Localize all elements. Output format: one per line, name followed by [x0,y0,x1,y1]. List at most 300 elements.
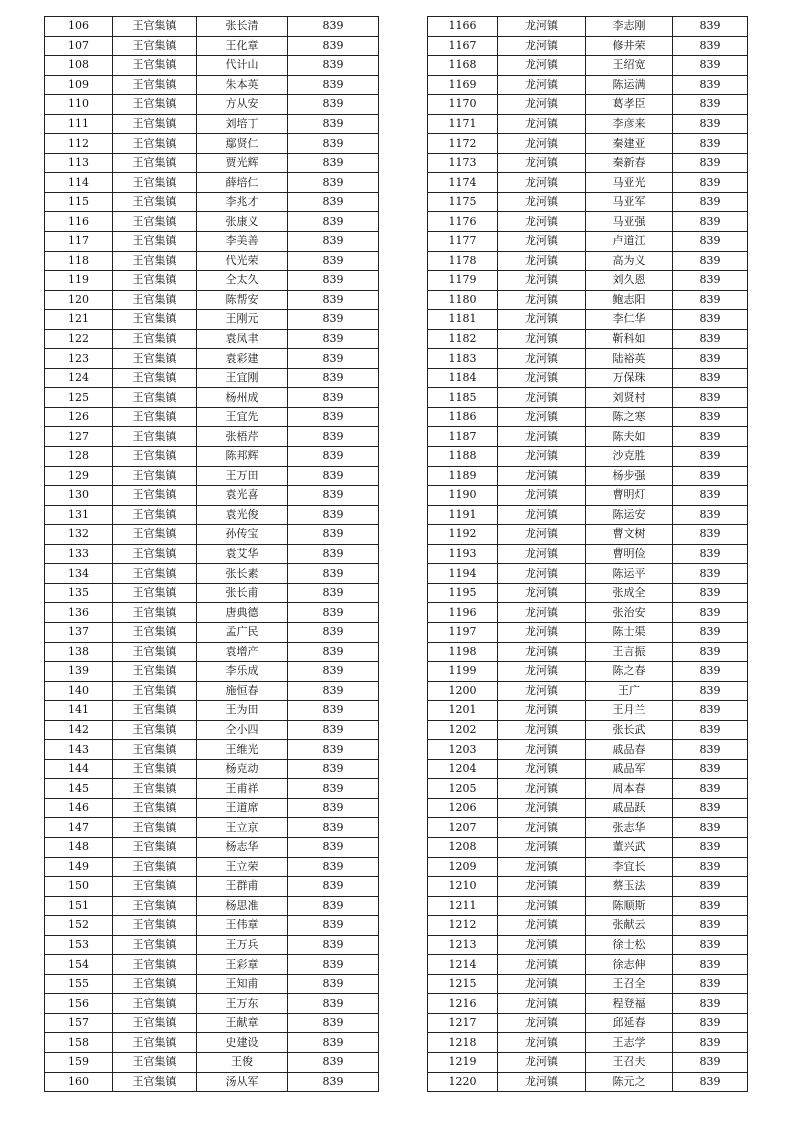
serial-number-cell: 119 [45,271,113,291]
table-row [428,56,748,76]
name-cell: 代光荣 [197,251,288,271]
name-cell: 王万田 [197,466,288,486]
name-cell: 陆裕英 [586,349,673,369]
table-row [428,974,748,994]
serial-number-cell: 1216 [428,994,498,1014]
serial-number-cell: 126 [45,407,113,427]
table-row [428,525,748,545]
name-cell: 施恒春 [197,681,288,701]
table-row [428,622,748,642]
table-row [428,1052,748,1072]
town-cell: 王官集镇 [113,701,197,721]
serial-number-cell: 145 [45,779,113,799]
name-cell: 陈元之 [586,1072,673,1092]
town-cell: 王官集镇 [113,1072,197,1092]
name-cell: 徐士松 [586,935,673,955]
name-cell: 曹明俭 [586,544,673,564]
amount-cell: 839 [673,642,748,662]
name-cell: 王广 [586,681,673,701]
town-cell: 王官集镇 [113,974,197,994]
table-row [428,935,748,955]
table-row [428,740,748,760]
table-row [428,212,748,232]
town-cell: 王官集镇 [113,134,197,154]
town-cell: 龙河镇 [498,818,586,838]
town-cell: 王官集镇 [113,1052,197,1072]
name-cell: 朱本英 [197,75,288,95]
amount-cell: 839 [673,56,748,76]
amount-cell: 839 [673,251,748,271]
amount-cell: 839 [673,271,748,291]
serial-number-cell: 1184 [428,368,498,388]
town-cell: 王官集镇 [113,17,197,37]
town-cell: 王官集镇 [113,740,197,760]
table-row [45,701,379,721]
table-row [45,56,379,76]
amount-cell: 839 [673,759,748,779]
serial-number-cell: 1187 [428,427,498,447]
serial-number-cell: 111 [45,114,113,134]
serial-number-cell: 1194 [428,564,498,584]
serial-number-cell: 122 [45,329,113,349]
amount-cell: 839 [673,544,748,564]
name-cell: 陈运满 [586,75,673,95]
amount-cell: 839 [288,17,379,37]
table-row [428,798,748,818]
serial-number-cell: 152 [45,916,113,936]
serial-number-cell: 120 [45,290,113,310]
serial-number-cell: 142 [45,720,113,740]
name-cell: 马亚强 [586,212,673,232]
table-row [45,427,379,447]
serial-number-cell: 1171 [428,114,498,134]
name-cell: 王献章 [197,1013,288,1033]
serial-number-cell: 155 [45,974,113,994]
amount-cell: 839 [673,837,748,857]
name-cell: 王甫祥 [197,779,288,799]
amount-cell: 839 [673,212,748,232]
amount-cell: 839 [288,192,379,212]
amount-cell: 839 [673,935,748,955]
serial-number-cell: 140 [45,681,113,701]
table-row [45,525,379,545]
amount-cell: 839 [673,1013,748,1033]
town-cell: 龙河镇 [498,877,586,897]
table-row [428,251,748,271]
town-cell: 王官集镇 [113,544,197,564]
table-row [428,427,748,447]
town-cell: 王官集镇 [113,1033,197,1053]
amount-cell: 839 [288,486,379,506]
serial-number-cell: 121 [45,310,113,330]
town-cell: 龙河镇 [498,232,586,252]
town-cell: 王官集镇 [113,505,197,525]
amount-cell: 839 [288,1052,379,1072]
town-cell: 王官集镇 [113,56,197,76]
town-cell: 龙河镇 [498,212,586,232]
table-row [45,232,379,252]
town-cell: 龙河镇 [498,1033,586,1053]
name-cell: 卢道江 [586,232,673,252]
name-cell: 张志华 [586,818,673,838]
name-cell: 陈士渠 [586,622,673,642]
table-row [428,955,748,975]
serial-number-cell: 1196 [428,603,498,623]
table-row [428,36,748,56]
town-cell: 龙河镇 [498,447,586,467]
town-cell: 龙河镇 [498,1013,586,1033]
name-cell: 王立荣 [197,857,288,877]
table-row [45,564,379,584]
name-cell: 李志刚 [586,17,673,37]
name-cell: 袁艾华 [197,544,288,564]
name-cell: 张梧芹 [197,427,288,447]
town-cell: 王官集镇 [113,251,197,271]
name-cell: 陈夫如 [586,427,673,447]
town-cell: 王官集镇 [113,798,197,818]
serial-number-cell: 136 [45,603,113,623]
amount-cell: 839 [673,192,748,212]
table-row [428,388,748,408]
name-cell: 李仁华 [586,310,673,330]
name-cell: 刘培丁 [197,114,288,134]
table-row [45,310,379,330]
name-cell: 贾光辉 [197,153,288,173]
amount-cell: 839 [288,857,379,877]
serial-number-cell: 1212 [428,916,498,936]
town-cell: 王官集镇 [113,192,197,212]
serial-number-cell: 1219 [428,1052,498,1072]
table-row [45,935,379,955]
town-cell: 王官集镇 [113,837,197,857]
amount-cell: 839 [288,232,379,252]
amount-cell: 839 [288,212,379,232]
serial-number-cell: 125 [45,388,113,408]
town-cell: 龙河镇 [498,427,586,447]
table-row [428,1072,748,1092]
amount-cell: 839 [288,935,379,955]
amount-cell: 839 [673,955,748,975]
town-cell: 王官集镇 [113,564,197,584]
table-row [428,310,748,330]
table-row [45,896,379,916]
town-cell: 王官集镇 [113,271,197,291]
town-cell: 龙河镇 [498,251,586,271]
name-cell: 袁光俊 [197,505,288,525]
amount-cell: 839 [673,310,748,330]
table-row [428,95,748,115]
serial-number-cell: 1174 [428,173,498,193]
table-row [428,583,748,603]
town-cell: 王官集镇 [113,603,197,623]
town-cell: 龙河镇 [498,153,586,173]
serial-number-cell: 1197 [428,622,498,642]
town-cell: 王官集镇 [113,622,197,642]
amount-cell: 839 [673,505,748,525]
town-cell: 龙河镇 [498,466,586,486]
serial-number-cell: 1185 [428,388,498,408]
name-cell: 唐典德 [197,603,288,623]
name-cell: 代计山 [197,56,288,76]
table-row [428,1033,748,1053]
amount-cell: 839 [288,994,379,1014]
serial-number-cell: 1186 [428,407,498,427]
name-cell: 仝小四 [197,720,288,740]
name-cell: 戚品春 [586,740,673,760]
name-cell: 马亚军 [586,192,673,212]
table-row [45,134,379,154]
amount-cell: 839 [288,505,379,525]
table-row [45,1033,379,1053]
name-cell: 刘久恩 [586,271,673,291]
town-cell: 王官集镇 [113,818,197,838]
name-cell: 张献云 [586,916,673,936]
serial-number-cell: 110 [45,95,113,115]
amount-cell: 839 [288,662,379,682]
town-cell: 龙河镇 [498,759,586,779]
serial-number-cell: 150 [45,877,113,897]
serial-number-cell: 1191 [428,505,498,525]
amount-cell: 839 [673,740,748,760]
amount-cell: 839 [288,740,379,760]
serial-number-cell: 158 [45,1033,113,1053]
serial-number-cell: 153 [45,935,113,955]
town-cell: 王官集镇 [113,779,197,799]
name-cell: 李美善 [197,232,288,252]
town-cell: 龙河镇 [498,935,586,955]
serial-number-cell: 1213 [428,935,498,955]
serial-number-cell: 1193 [428,544,498,564]
town-cell: 龙河镇 [498,681,586,701]
town-cell: 王官集镇 [113,95,197,115]
table-row [45,271,379,291]
table-row [45,974,379,994]
serial-number-cell: 1181 [428,310,498,330]
table-row [428,447,748,467]
amount-cell: 839 [288,349,379,369]
serial-number-cell: 118 [45,251,113,271]
town-cell: 龙河镇 [498,857,586,877]
town-cell: 龙河镇 [498,720,586,740]
name-cell: 孙传宝 [197,525,288,545]
name-cell: 袁光喜 [197,486,288,506]
amount-cell: 839 [288,329,379,349]
name-cell: 张康义 [197,212,288,232]
amount-cell: 839 [673,622,748,642]
town-cell: 王官集镇 [113,525,197,545]
amount-cell: 839 [288,564,379,584]
serial-number-cell: 114 [45,173,113,193]
name-cell: 王万东 [197,994,288,1014]
town-cell: 龙河镇 [498,701,586,721]
table-row [45,36,379,56]
town-cell: 王官集镇 [113,349,197,369]
table-row [428,153,748,173]
name-cell: 王道席 [197,798,288,818]
town-cell: 龙河镇 [498,329,586,349]
serial-number-cell: 1208 [428,837,498,857]
serial-number-cell: 160 [45,1072,113,1092]
town-cell: 龙河镇 [498,916,586,936]
amount-cell: 839 [288,837,379,857]
serial-number-cell: 1217 [428,1013,498,1033]
serial-number-cell: 1168 [428,56,498,76]
serial-number-cell: 1206 [428,798,498,818]
serial-number-cell: 138 [45,642,113,662]
amount-cell: 839 [288,447,379,467]
table-row [45,583,379,603]
table-row [45,955,379,975]
serial-number-cell: 149 [45,857,113,877]
town-cell: 王官集镇 [113,935,197,955]
serial-number-cell: 133 [45,544,113,564]
table-row [45,290,379,310]
name-cell: 袁彩建 [197,349,288,369]
serial-number-cell: 123 [45,349,113,369]
amount-cell: 839 [288,896,379,916]
town-cell: 王官集镇 [113,642,197,662]
serial-number-cell: 108 [45,56,113,76]
serial-number-cell: 116 [45,212,113,232]
amount-cell: 839 [673,974,748,994]
town-cell: 龙河镇 [498,486,586,506]
table-row [428,994,748,1014]
name-cell: 蔡玉法 [586,877,673,897]
amount-cell: 839 [673,153,748,173]
serial-number-cell: 146 [45,798,113,818]
table-row [45,153,379,173]
town-cell: 王官集镇 [113,466,197,486]
name-cell: 徐志伸 [586,955,673,975]
name-cell: 戚品跃 [586,798,673,818]
name-cell: 史建设 [197,1033,288,1053]
serial-number-cell: 1198 [428,642,498,662]
serial-number-cell: 1182 [428,329,498,349]
amount-cell: 839 [288,701,379,721]
town-cell: 龙河镇 [498,75,586,95]
name-cell: 靳科如 [586,329,673,349]
name-cell: 杨志华 [197,837,288,857]
town-cell: 王官集镇 [113,857,197,877]
amount-cell: 839 [288,622,379,642]
table-row [45,798,379,818]
amount-cell: 839 [288,153,379,173]
serial-number-cell: 148 [45,837,113,857]
town-cell: 王官集镇 [113,720,197,740]
name-cell: 王俊 [197,1052,288,1072]
name-cell: 王知甫 [197,974,288,994]
town-cell: 王官集镇 [113,36,197,56]
serial-number-cell: 1207 [428,818,498,838]
amount-cell: 839 [288,759,379,779]
serial-number-cell: 1170 [428,95,498,115]
name-cell: 汤从军 [197,1072,288,1092]
town-cell: 王官集镇 [113,173,197,193]
name-cell: 李宜长 [586,857,673,877]
amount-cell: 839 [288,583,379,603]
town-cell: 王官集镇 [113,232,197,252]
amount-cell: 839 [673,564,748,584]
table-row [45,837,379,857]
name-cell: 陈之寒 [586,407,673,427]
serial-number-cell: 144 [45,759,113,779]
town-cell: 龙河镇 [498,544,586,564]
amount-cell: 839 [288,525,379,545]
serial-number-cell: 1172 [428,134,498,154]
table-row [45,173,379,193]
town-cell: 龙河镇 [498,95,586,115]
amount-cell: 839 [288,603,379,623]
table-row [428,837,748,857]
serial-number-cell: 106 [45,17,113,37]
town-cell: 龙河镇 [498,525,586,545]
name-cell: 董兴武 [586,837,673,857]
table-row [45,994,379,1014]
name-cell: 葛孝臣 [586,95,673,115]
serial-number-cell: 147 [45,818,113,838]
table-row [428,329,748,349]
serial-number-cell: 128 [45,447,113,467]
name-cell: 张长清 [197,17,288,37]
table-row [45,779,379,799]
amount-cell: 839 [288,818,379,838]
amount-cell: 839 [288,134,379,154]
serial-number-cell: 1179 [428,271,498,291]
name-cell: 王为田 [197,701,288,721]
serial-number-cell: 139 [45,662,113,682]
town-cell: 龙河镇 [498,1072,586,1092]
serial-number-cell: 1209 [428,857,498,877]
name-cell: 张长武 [586,720,673,740]
town-cell: 龙河镇 [498,622,586,642]
name-cell: 程登福 [586,994,673,1014]
town-cell: 王官集镇 [113,153,197,173]
table-row [45,486,379,506]
name-cell: 万保珠 [586,368,673,388]
amount-cell: 839 [288,1072,379,1092]
amount-cell: 839 [288,974,379,994]
table-row [428,681,748,701]
name-cell: 杨步强 [586,466,673,486]
town-cell: 龙河镇 [498,955,586,975]
table-row [45,466,379,486]
name-cell: 修井荣 [586,36,673,56]
name-cell: 王伟章 [197,916,288,936]
town-cell: 龙河镇 [498,192,586,212]
name-cell: 王立京 [197,818,288,838]
name-cell: 王刚元 [197,310,288,330]
name-cell: 秦新春 [586,153,673,173]
name-cell: 王绍宽 [586,56,673,76]
table-row [428,290,748,310]
table-row [428,75,748,95]
table-row [428,486,748,506]
amount-cell: 839 [288,427,379,447]
table-row [428,877,748,897]
table-row [45,1052,379,1072]
table-row [428,662,748,682]
name-cell: 沙克胜 [586,447,673,467]
name-cell: 孟广民 [197,622,288,642]
amount-cell: 839 [673,427,748,447]
table-row [428,232,748,252]
table-row [428,17,748,37]
serial-number-cell: 1201 [428,701,498,721]
table-row [45,1013,379,1033]
serial-number-cell: 1169 [428,75,498,95]
serial-number-cell: 113 [45,153,113,173]
name-cell: 袁凤聿 [197,329,288,349]
